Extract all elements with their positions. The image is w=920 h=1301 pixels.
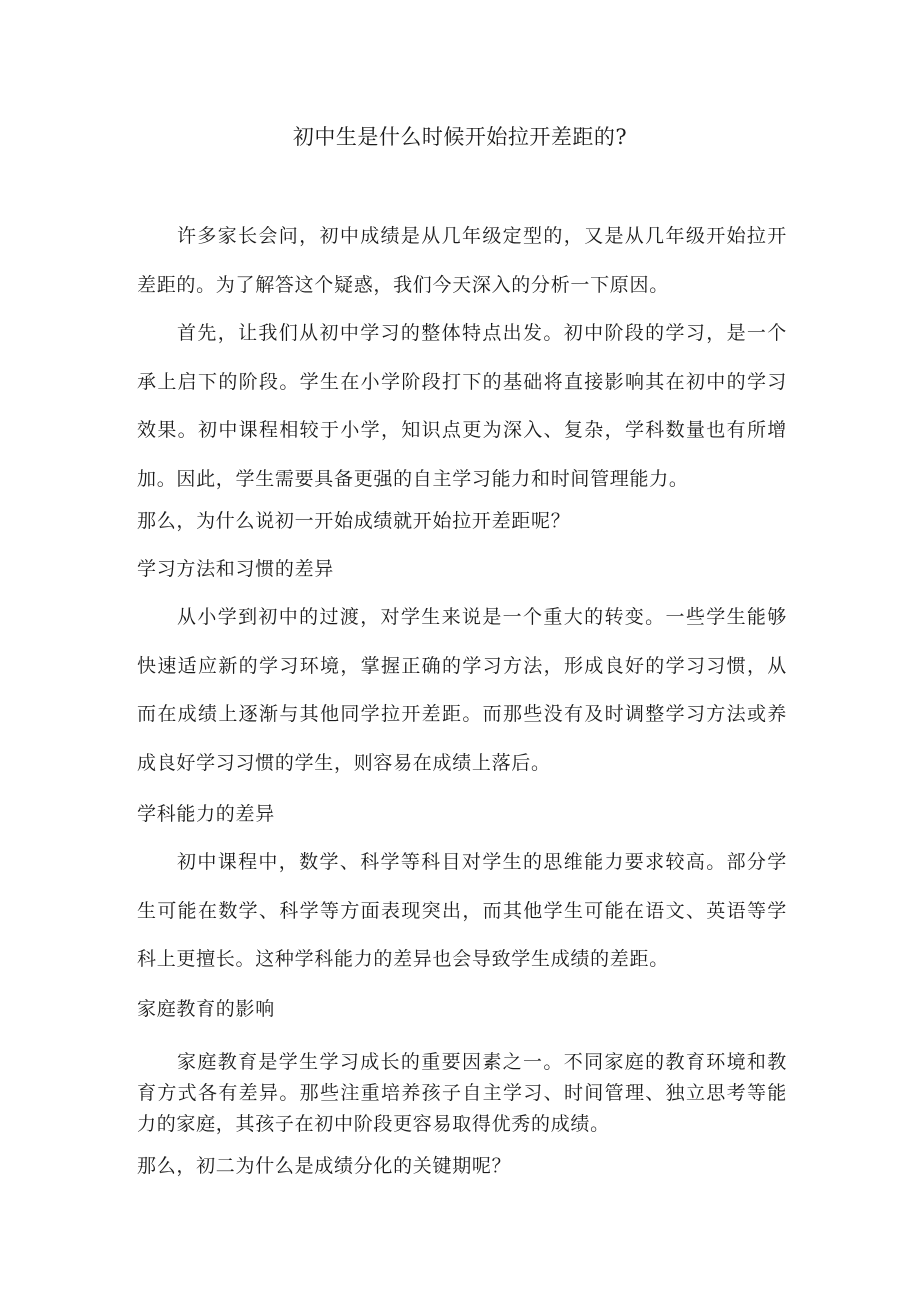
section-heading-subject-ability: 学科能力的差异	[137, 803, 275, 825]
document-title: 初中生是什么时候开始拉开差距的?	[292, 125, 628, 149]
section-body-family-education: 家庭教育是学生学习成长的重要因素之一。不同家庭的教育环境和教育方式各有差异。那些注重培养孩子自主学习、时间管理、独立思考等能力的家庭，其孩子在初中阶段更容易取得优秀的成绩。	[137, 1051, 787, 1135]
intro-paragraph: 许多家长会问，初中成绩是从几年级定型的，又是从几年级开始拉开差距的。为了解答这个疑惑，我们今天深入的分析一下原因。	[137, 225, 787, 296]
question-grade1: 那么，为什么说初一开始成绩就开始拉开差距呢？	[137, 510, 571, 532]
question-grade2: 那么，初二为什么是成绩分化的关键期呢？	[137, 1155, 512, 1177]
section-body-study-habits: 从小学到初中的过渡，对学生来说是一个重大的转变。一些学生能够快速适应新的学习环境，掌握正确的学习方法，形成良好的学习习惯，从而在成绩上逐渐与其他同学拉开差距。而那些没有及时调整学习方法或养成良好学习习惯的学生，则容易在成绩上落后。	[137, 606, 787, 774]
section-heading-study-habits: 学习方法和习惯的差异	[137, 558, 335, 580]
section-body-subject-ability: 初中课程中，数学、科学等科目对学生的思维能力要求较高。部分学生可能在数学、科学等方面表现突出，而其他学生可能在语文、英语等学科上更擅长。这种学科能力的差异也会导致学生成绩的差距。	[137, 851, 787, 970]
section-heading-family-education: 家庭教育的影响	[137, 998, 275, 1020]
overview-paragraph: 首先，让我们从初中学习的整体特点出发。初中阶段的学习，是一个承上启下的阶段。学生在小学阶段打下的基础将直接影响其在初中的学习效果。初中课程相较于小学，知识点更为深入、复杂，学科数量也有所增加。因此，学生需要具备更强的自主学习能力和时间管理能力。	[137, 322, 787, 490]
